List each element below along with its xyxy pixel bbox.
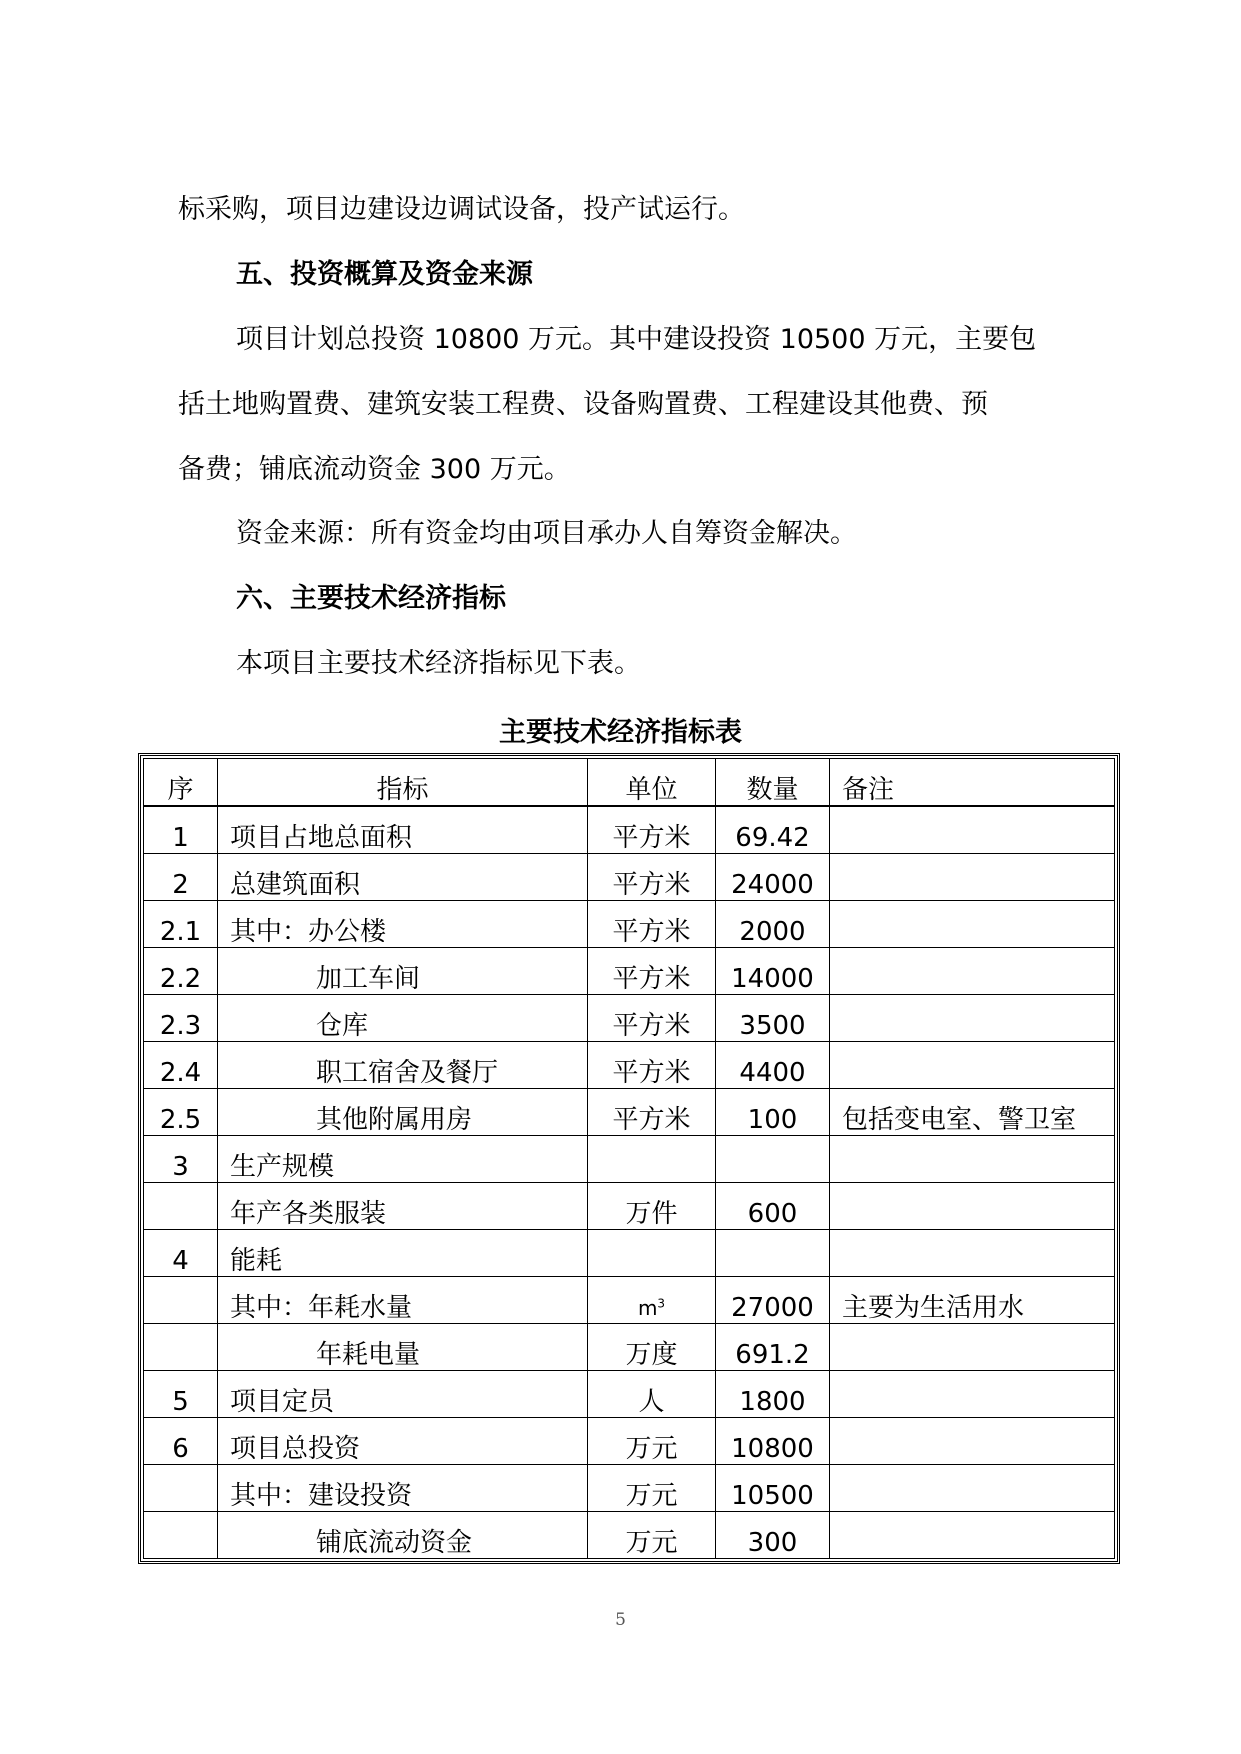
cell-unit: 万度	[588, 1324, 716, 1371]
cell-qty: 69.42	[716, 806, 830, 854]
cell-note: 主要为生活用水	[830, 1277, 1115, 1324]
table-header-row	[144, 759, 1115, 807]
cell-no: 2.3	[144, 995, 218, 1042]
cell-name: 项目占地总面积	[218, 806, 588, 854]
table-row	[144, 806, 1115, 854]
cell-no: 2.2	[144, 948, 218, 995]
table-row	[144, 1042, 1115, 1089]
table-row	[144, 948, 1115, 995]
cell-unit: 人	[588, 1371, 716, 1418]
cell-unit: 平方米	[588, 1089, 716, 1136]
cell-note: 包括变电室、警卫室	[830, 1089, 1115, 1136]
table-row	[144, 1512, 1115, 1559]
cell-no: 2.5	[144, 1089, 218, 1136]
paragraph-table-intro: 本项目主要技术经济指标见下表。	[236, 648, 641, 679]
table-row	[144, 1277, 1115, 1324]
cell-qty: 10500	[716, 1465, 830, 1512]
cell-qty: 10800	[716, 1418, 830, 1465]
cell-unit	[588, 1230, 716, 1277]
table-row	[144, 995, 1115, 1042]
cell-no: 6	[144, 1418, 218, 1465]
cell-qty: 4400	[716, 1042, 830, 1089]
page-number: 5	[615, 1610, 626, 1630]
table-title: 主要技术经济指标表	[499, 717, 742, 748]
cell-note	[830, 1324, 1115, 1371]
table-row	[144, 901, 1115, 948]
cell-name: 铺底流动资金	[218, 1512, 588, 1559]
cell-name: 项目总投资	[218, 1418, 588, 1465]
header-note: 备注	[830, 759, 1115, 807]
section-heading-6: 六、主要技术经济指标	[236, 583, 506, 614]
paragraph-funding-source: 资金来源：所有资金均由项目承办人自筹资金解决。	[236, 518, 857, 549]
cell-note	[830, 1183, 1115, 1230]
section-heading-5: 五、投资概算及资金来源	[236, 259, 533, 290]
paragraph-continuation: 标采购，项目边建设边调试设备，投产试运行。	[178, 194, 745, 225]
cell-note	[830, 948, 1115, 995]
cell-unit: 万件	[588, 1183, 716, 1230]
cell-qty: 600	[716, 1183, 830, 1230]
cell-no: 2.1	[144, 901, 218, 948]
cell-name: 其他附属用房	[218, 1089, 588, 1136]
table-row	[144, 1136, 1115, 1183]
cell-unit: 平方米	[588, 948, 716, 995]
cell-unit: $m^3$	[588, 1277, 716, 1324]
cell-name: 项目定员	[218, 1371, 588, 1418]
cell-unit: 平方米	[588, 1042, 716, 1089]
cell-note	[830, 901, 1115, 948]
paragraph-investment-line-3: 备费；铺底流动资金 300 万元。	[178, 454, 571, 485]
header-no: 序	[144, 759, 218, 807]
cell-qty: 3500	[716, 995, 830, 1042]
cell-qty: 691.2	[716, 1324, 830, 1371]
header-name: 指标	[218, 759, 588, 807]
cell-unit: 万元	[588, 1465, 716, 1512]
cell-unit: 平方米	[588, 806, 716, 854]
cell-note	[830, 1042, 1115, 1089]
cell-name: 年耗电量	[218, 1324, 588, 1371]
cell-unit: 平方米	[588, 901, 716, 948]
cell-qty: 24000	[716, 854, 830, 901]
cell-name: 仓库	[218, 995, 588, 1042]
cell-note	[830, 1418, 1115, 1465]
cell-qty: 300	[716, 1512, 830, 1559]
table-row	[144, 1324, 1115, 1371]
cell-name: 生产规模	[218, 1136, 588, 1183]
header-qty: 数量	[716, 759, 830, 807]
cell-name: 职工宿舍及餐厅	[218, 1042, 588, 1089]
table-row	[144, 1418, 1115, 1465]
cell-no	[144, 1277, 218, 1324]
cell-note	[830, 806, 1115, 854]
cell-note	[830, 854, 1115, 901]
table-row	[144, 1230, 1115, 1277]
cell-qty	[716, 1230, 830, 1277]
cell-no: 4	[144, 1230, 218, 1277]
unit-superscript: 3	[657, 1296, 666, 1311]
cell-unit: 万元	[588, 1512, 716, 1559]
cell-note	[830, 995, 1115, 1042]
cell-no	[144, 1183, 218, 1230]
cell-no: 3	[144, 1136, 218, 1183]
cell-qty	[716, 1136, 830, 1183]
cell-note	[830, 1371, 1115, 1418]
cell-no	[144, 1324, 218, 1371]
cell-no: 5	[144, 1371, 218, 1418]
indicators-table	[143, 758, 1115, 1559]
table-row	[144, 1465, 1115, 1512]
cell-note	[830, 1465, 1115, 1512]
table-row	[144, 1089, 1115, 1136]
cell-no: 2	[144, 854, 218, 901]
cell-unit: 万元	[588, 1418, 716, 1465]
paragraph-investment-line-2: 括土地购置费、建筑安装工程费、设备购置费、工程建设其他费、预	[178, 389, 988, 420]
cell-name: 其中：建设投资	[218, 1465, 588, 1512]
cell-no	[144, 1512, 218, 1559]
cell-name: 其中：办公楼	[218, 901, 588, 948]
cell-no: 2.4	[144, 1042, 218, 1089]
cell-name: 加工车间	[218, 948, 588, 995]
cell-unit: 平方米	[588, 995, 716, 1042]
cell-qty: 100	[716, 1089, 830, 1136]
cell-qty: 1800	[716, 1371, 830, 1418]
cell-note	[830, 1136, 1115, 1183]
header-unit: 单位	[588, 759, 716, 807]
cell-no: 1	[144, 806, 218, 854]
cell-unit: 平方米	[588, 854, 716, 901]
table-row	[144, 1183, 1115, 1230]
cell-unit	[588, 1136, 716, 1183]
cell-qty: 14000	[716, 948, 830, 995]
cell-qty: 2000	[716, 901, 830, 948]
cell-name: 其中：年耗水量	[218, 1277, 588, 1324]
table-row	[144, 1371, 1115, 1418]
cell-name: 能耗	[218, 1230, 588, 1277]
cell-qty: 27000	[716, 1277, 830, 1324]
table-row	[144, 854, 1115, 901]
cell-name: 年产各类服装	[218, 1183, 588, 1230]
cell-no	[144, 1465, 218, 1512]
cell-note	[830, 1512, 1115, 1559]
cell-name: 总建筑面积	[218, 854, 588, 901]
cell-note	[830, 1230, 1115, 1277]
paragraph-investment-line-1: 项目计划总投资 10800 万元。其中建设投资 10500 万元，主要包	[236, 324, 1037, 355]
